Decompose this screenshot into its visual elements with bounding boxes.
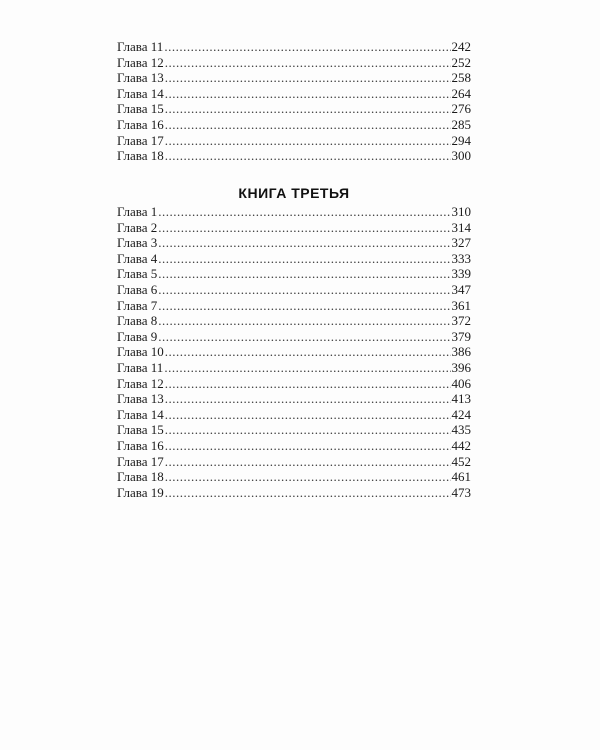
toc-entry — [117, 422, 471, 438]
dot-leader — [165, 485, 451, 501]
toc-entry — [117, 469, 471, 485]
page-number: 396 — [451, 359, 471, 375]
toc-entry — [117, 391, 471, 407]
dot-leader — [165, 133, 451, 149]
page-number: 461 — [451, 469, 471, 485]
chapter-label: Глава 8 — [117, 313, 158, 329]
toc-entry — [117, 485, 471, 501]
page-number: 386 — [451, 344, 471, 360]
dot-leader — [165, 407, 451, 423]
toc-continued-list — [117, 39, 471, 164]
dot-leader — [158, 220, 450, 236]
dot-leader — [165, 454, 451, 470]
dot-leader — [165, 438, 451, 454]
chapter-label: Глава 16 — [117, 116, 164, 132]
chapter-label: Глава 7 — [117, 297, 158, 313]
chapter-label: Глава 14 — [117, 85, 164, 101]
dot-leader — [164, 360, 450, 376]
toc-entry — [117, 313, 471, 329]
chapter-label: Глава 11 — [117, 359, 164, 375]
page-number: 314 — [451, 219, 471, 235]
page-number: 347 — [451, 281, 471, 297]
dot-leader — [158, 251, 450, 267]
dot-leader — [158, 282, 450, 298]
toc-entry — [117, 86, 471, 102]
page-number: 406 — [451, 375, 471, 391]
dot-leader — [165, 422, 451, 438]
page-number: 252 — [451, 54, 471, 70]
chapter-label: Глава 12 — [117, 375, 164, 391]
toc-entry — [117, 282, 471, 298]
chapter-label: Глава 18 — [117, 148, 164, 164]
chapter-label: Глава 12 — [117, 54, 164, 70]
page-number: 300 — [451, 148, 471, 164]
chapter-label: Глава 13 — [117, 70, 164, 86]
toc-entry — [117, 251, 471, 267]
dot-leader — [165, 55, 451, 71]
chapter-label: Глава 18 — [117, 469, 164, 485]
page-number: 276 — [451, 101, 471, 117]
toc-entry — [117, 55, 471, 71]
dot-leader — [158, 235, 450, 251]
chapter-label: Глава 14 — [117, 406, 164, 422]
toc-entry — [117, 117, 471, 133]
dot-leader — [165, 86, 451, 102]
dot-leader — [165, 469, 451, 485]
chapter-label: Глава 15 — [117, 101, 164, 117]
dot-leader — [165, 344, 451, 360]
page-number: 372 — [451, 313, 471, 329]
page-number: 442 — [451, 437, 471, 453]
toc-entry — [117, 266, 471, 282]
dot-leader — [165, 376, 451, 392]
toc-entry — [117, 204, 471, 220]
toc-entry — [117, 220, 471, 236]
dot-leader — [164, 39, 450, 55]
toc-entry — [117, 298, 471, 314]
chapter-label: Глава 4 — [117, 250, 158, 266]
toc-entry — [117, 39, 471, 55]
chapter-label: Глава 19 — [117, 484, 164, 500]
dot-leader — [158, 329, 450, 345]
toc-entry — [117, 101, 471, 117]
toc-entry — [117, 148, 471, 164]
page-number: 339 — [451, 266, 471, 282]
toc-entry — [117, 133, 471, 149]
page-number: 333 — [451, 250, 471, 266]
dot-leader — [158, 266, 450, 282]
toc-entry — [117, 329, 471, 345]
dot-leader — [165, 148, 451, 164]
chapter-label: Глава 5 — [117, 266, 158, 282]
page-number: 413 — [451, 391, 471, 407]
book-three-heading: КНИГА ТРЕТЬЯ — [238, 185, 350, 201]
chapter-label: Глава 15 — [117, 422, 164, 438]
chapter-label: Глава 16 — [117, 437, 164, 453]
dot-leader — [165, 101, 451, 117]
page-number: 258 — [451, 70, 471, 86]
chapter-label: Глава 13 — [117, 391, 164, 407]
page-number: 285 — [451, 116, 471, 132]
toc-entry — [117, 344, 471, 360]
page-number: 242 — [451, 39, 471, 54]
chapter-label: Глава 1 — [117, 204, 158, 219]
chapter-label: Глава 17 — [117, 132, 164, 148]
chapter-label: Глава 10 — [117, 344, 164, 360]
toc-entry — [117, 438, 471, 454]
dot-leader — [165, 391, 451, 407]
toc-entry — [117, 70, 471, 86]
page-number: 361 — [451, 297, 471, 313]
dot-leader — [158, 204, 450, 220]
toc-entry — [117, 360, 471, 376]
dot-leader — [158, 298, 450, 314]
chapter-label: Глава 9 — [117, 328, 158, 344]
toc-entry — [117, 235, 471, 251]
dot-leader — [165, 70, 451, 86]
page-number: 452 — [451, 453, 471, 469]
page-number: 310 — [451, 204, 471, 219]
page-number: 424 — [451, 406, 471, 422]
dot-leader — [158, 313, 450, 329]
book-three-toc-list — [117, 204, 471, 500]
toc-entry — [117, 454, 471, 470]
toc-entry — [117, 376, 471, 392]
dot-leader — [165, 117, 451, 133]
chapter-label: Глава 11 — [117, 39, 164, 54]
page-number: 294 — [451, 132, 471, 148]
page-number: 473 — [451, 484, 471, 500]
chapter-label: Глава 2 — [117, 219, 158, 235]
toc-entry — [117, 407, 471, 423]
chapter-label: Глава 3 — [117, 235, 158, 251]
page-number: 327 — [451, 235, 471, 251]
chapter-label: Глава 17 — [117, 453, 164, 469]
page-number: 379 — [451, 328, 471, 344]
page-number: 435 — [451, 422, 471, 438]
chapter-label: Глава 6 — [117, 281, 158, 297]
page-number: 264 — [451, 85, 471, 101]
